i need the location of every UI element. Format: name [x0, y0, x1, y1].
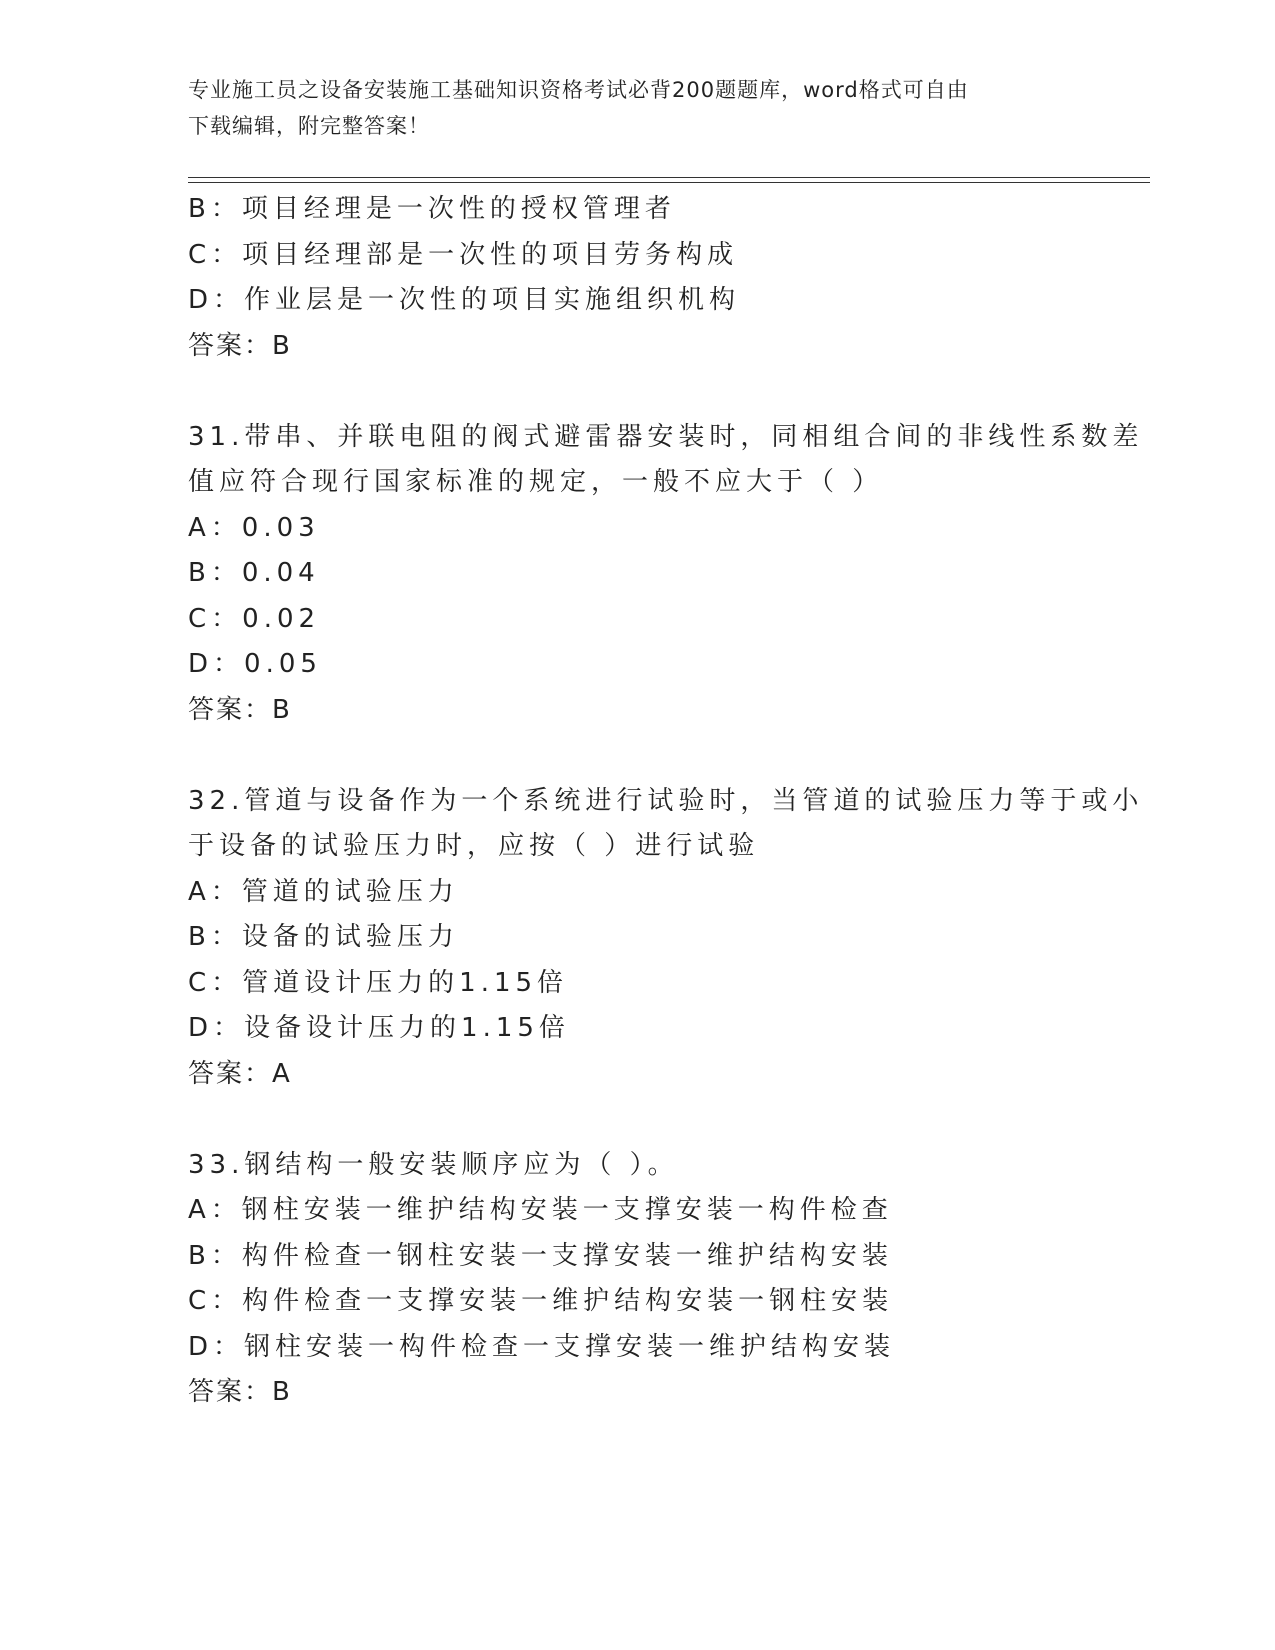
spacer	[188, 733, 1088, 779]
document-header	[188, 72, 1068, 144]
spacer	[188, 1097, 1088, 1143]
question-text: 31.带串、并联电阻的阀式避雷器安装时，同相组合间的非线性系数差	[188, 421, 1144, 452]
question-block-33	[188, 1143, 1088, 1416]
answer: 答案：B	[188, 330, 292, 361]
option-d: D：设备设计压力的1.15倍	[188, 1013, 570, 1043]
spacer	[188, 369, 1088, 415]
header-divider-bottom	[188, 182, 1150, 183]
question-text: 33.钢结构一般安装顺序应为（ ）。	[188, 1149, 679, 1180]
question-block-31	[188, 415, 1144, 734]
option-c: C：管道设计压力的1.15倍	[188, 967, 569, 998]
option-b: B：项目经理是一次性的授权管理者	[188, 194, 676, 224]
option-a: A：0.03	[188, 512, 320, 543]
option-d: D：作业层是一次性的项目实施组织机构	[188, 285, 741, 315]
option-c: C：构件检查一支撑安装一维护结构安装一钢柱安装	[188, 1286, 894, 1316]
answer: 答案：B	[188, 694, 292, 725]
header-title-line-1: 专业施工员之设备安装施工基础知识资格考试必背200题题库，word格式可自由	[188, 78, 969, 102]
header-divider-top	[188, 177, 1150, 178]
option-c: C：项目经理部是一次性的项目劳务构成	[188, 239, 739, 270]
question-block-32	[188, 779, 1144, 1098]
option-a: A：钢柱安装一维护结构安装一支撑安装一构件检查	[188, 1195, 893, 1225]
option-c: C：0.02	[188, 603, 321, 634]
question-text: 32.管道与设备作为一个系统进行试验时，当管道的试验压力等于或小	[188, 785, 1144, 816]
option-b: B：0.04	[188, 558, 320, 588]
option-b: B：构件检查一钢柱安装一支撑安装一维护结构安装	[188, 1240, 893, 1271]
question-text: 于设备的试验压力时，应按（ ）进行试验	[188, 831, 760, 861]
option-b: B：设备的试验压力	[188, 922, 459, 952]
option-d: D：钢柱安装一构件检查一支撑安装一维护结构安装	[188, 1331, 896, 1362]
question-block-continued	[188, 187, 1088, 369]
header-title-line-2: 下载编辑，附完整答案！	[188, 114, 430, 138]
answer: 答案：A	[188, 1058, 292, 1089]
question-text: 值应符合现行国家标准的规定，一般不应大于（ ）	[188, 467, 884, 497]
answer: 答案：B	[188, 1377, 292, 1407]
option-d: D：0.05	[188, 649, 322, 679]
document-body	[188, 187, 1144, 1416]
option-a: A：管道的试验压力	[188, 876, 459, 907]
